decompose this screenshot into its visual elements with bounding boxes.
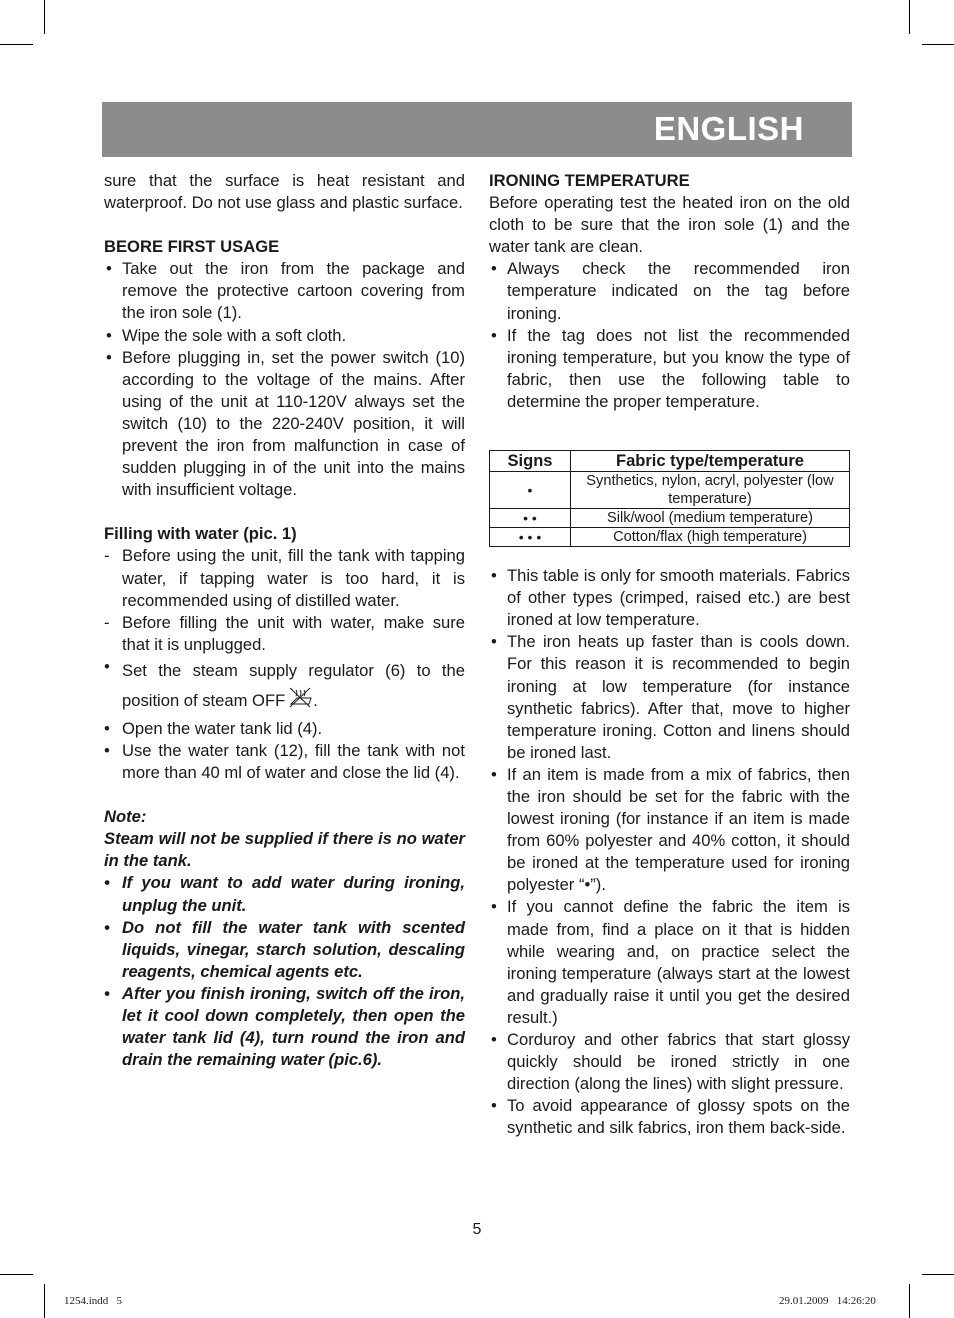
ironing-intro: Before operating test the heated iron on the old cloth to be sure that the iron sole (1) and the water tank are clean. xyxy=(489,193,850,257)
steam-off-icon xyxy=(287,686,313,718)
crop-mark xyxy=(909,1284,910,1318)
page-number: 5 xyxy=(472,1221,482,1238)
list-item: • If you want to add water during ironing, unplug the unit. xyxy=(104,873,465,915)
ironing-list-b xyxy=(489,565,850,1139)
table-row xyxy=(490,472,850,509)
list-item: • After you finish ironing, switch off the iron, let it cool down completely, then open the water tank lid (4), turn round the iron and drain the remaining water (pic.6). xyxy=(104,983,465,1070)
list-item: • Do not fill the water tank with scented liquids, vinegar, starch solution, descaling reagents, chemical agents etc. xyxy=(104,917,465,981)
crop-mark xyxy=(0,1274,33,1275)
right-column xyxy=(489,170,850,1139)
page-title: ENGLISH xyxy=(653,110,804,147)
table-cell-signs: • xyxy=(490,472,571,509)
footer-date-info: 29.01.2009 14:26:20 xyxy=(779,1295,876,1307)
crop-mark xyxy=(44,0,45,34)
crop-mark xyxy=(0,44,33,45)
list-item: • Open the water tank lid (4). xyxy=(104,718,323,738)
table-row xyxy=(490,528,850,547)
crop-mark xyxy=(44,1284,45,1318)
note-line: Steam will not be supplied if there is no water in the tank. xyxy=(104,829,465,871)
footer-file-info: 1254.indd 5 xyxy=(64,1295,123,1307)
crop-mark xyxy=(909,0,910,34)
note-list xyxy=(104,872,465,1071)
table-row xyxy=(490,509,850,528)
list-item: • If an item is made from a mix of fabrics, then the iron should be set for the fabric with the lowest ironing (for instance if an item is made from 60% polyester and 40% cotton, it should be ironed at the temperature used for ironing polyester “•”). xyxy=(491,764,850,895)
table-cell-fabric: Synthetics, nylon, acryl, polyester (low temperature) xyxy=(571,472,850,509)
left-column xyxy=(104,170,465,1071)
list-item: • Wipe the sole with a soft cloth. xyxy=(106,325,347,345)
ironing-temperature-heading: IRONING TEMPERATURE xyxy=(489,171,690,190)
list-item: • Use the water tank (12), fill the tank with not more than 40 ml of water and close the lid (4). xyxy=(104,740,465,783)
temperature-table xyxy=(489,450,850,547)
list-item: • The iron heats up faster than is cools down. For this reason it is recommended to begin ironing at low temperature (for instance synthetic fabrics). After that, move to higher temperature ironing. Cotton and linens should be ironed last. xyxy=(491,632,850,762)
table-cell-fabric: Cotton/flax (high temperature) xyxy=(571,528,850,547)
table-header-row xyxy=(490,451,850,472)
list-item: • If the tag does not list the recommended ironing temperature, but you know the type of fabric, then use the following table to determine the proper temperature. xyxy=(491,325,850,411)
list-item: • Take out the iron from the package and remove the protective cartoon covering from the iron sole (1). xyxy=(106,259,465,323)
list-item: - Before using the unit, fill the tank with tapping water, if tapping water is too hard, it is recommended using of distilled water. xyxy=(104,546,465,610)
list-item: - Before filling the unit with water, make sure that it is unplugged. xyxy=(104,612,465,654)
table-header-signs: Signs xyxy=(490,451,571,472)
list-item: • Always check the recommended iron temperature indicated on the tag before ironing. xyxy=(491,259,850,323)
list-item: • If you cannot define the fabric the item is made from, find a place on it that is hidden while wearing and, on practice select the ironing temperature (always start at the lowest and gradually raise it until you get the desired result.) xyxy=(491,897,850,1027)
list-item: • Set the steam supply regulator (6) to the position of steam OFF . xyxy=(104,656,465,718)
first-usage-list xyxy=(104,258,465,501)
ironing-list-a xyxy=(489,258,850,413)
table-cell-signs: • • • xyxy=(490,528,571,547)
table-header-fabric: Fabric type/temperature xyxy=(571,451,850,472)
list-item: • This table is only for smooth materials. Fabrics of other types (crimped, raised etc.) are best ironed at low temperature. xyxy=(491,566,850,630)
table-cell-signs: • • xyxy=(490,509,571,528)
list-item: • Corduroy and other fabrics that start glossy quickly should be ironed strictly in one direction (along the lines) with slight pressure. xyxy=(491,1030,850,1094)
note-heading: Note: xyxy=(104,807,147,827)
header-bar xyxy=(102,102,852,157)
first-usage-heading: BEORE FIRST USAGE xyxy=(104,237,280,257)
crop-mark xyxy=(922,1274,954,1275)
filling-list xyxy=(104,545,465,784)
filling-heading: Filling with water (pic. 1) xyxy=(104,524,297,544)
intro-paragraph: sure that the surface is heat resistant and waterproof. Do not use glass and plastic surface. xyxy=(104,171,465,213)
list-item: • To avoid appearance of glossy spots on the synthetic and silk fabrics, iron them back-side. xyxy=(491,1096,850,1138)
list-item: • Before plugging in, set the power switch (10) according to the voltage of the mains. After using of the unit at 110-120V always set the switch (10) to the 220-240V position, it will prevent the iron from malfunction in case of sudden plugging in of the unit into the mains with insufficient voltage. xyxy=(106,347,465,500)
crop-mark xyxy=(922,44,954,45)
table-cell-fabric: Silk/wool (medium temperature) xyxy=(571,509,850,528)
